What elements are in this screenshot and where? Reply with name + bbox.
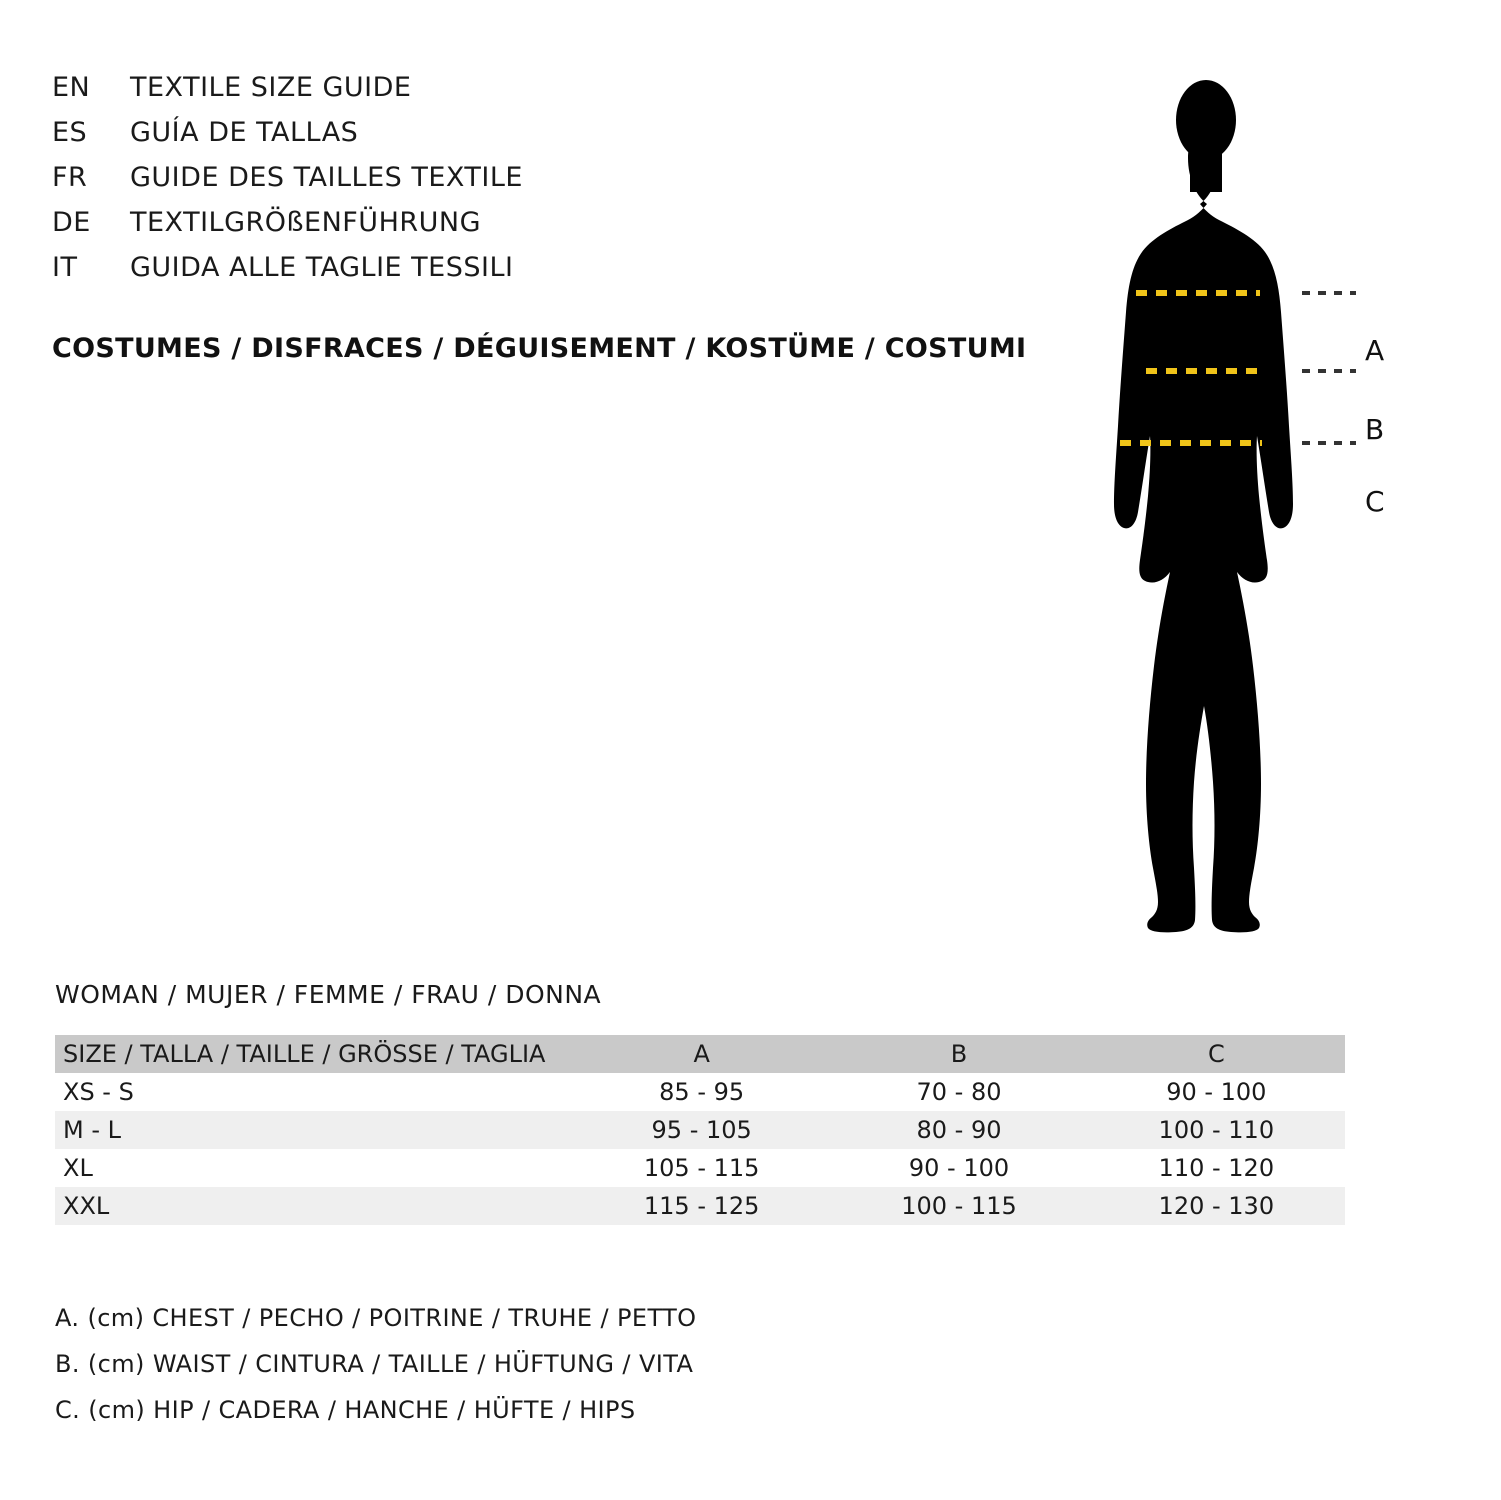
legend [55,1295,696,1433]
language-text: TEXTILE SIZE GUIDE [130,72,412,103]
language-code: FR [52,162,88,193]
language-code: ES [52,117,88,148]
measure-label-b: B [1365,413,1385,446]
table-title: WOMAN / MUJER / FEMME / FRAU / DONNA [55,980,602,1009]
legend-line-b: B. (cm) WAIST / CINTURA / TAILLE / HÜFTUNG / VITA [55,1350,694,1378]
language-text: GUÍA DE TALLAS [130,117,359,148]
cell-b: 80 - 90 [916,1116,1002,1144]
cell-a: 105 - 115 [643,1154,760,1182]
language-code: DE [52,207,91,238]
cell-c: 110 - 120 [1158,1154,1275,1182]
cell-b: 70 - 80 [916,1078,1002,1106]
column-header-c: C [1207,1040,1225,1068]
language-row-de [52,207,1032,252]
cell-a: 115 - 125 [643,1192,760,1220]
cell-size: XXL [63,1192,110,1220]
language-code: EN [52,72,91,103]
female-silhouette-diagram [1020,60,1460,950]
language-text: GUIDA ALLE TAGLIE TESSILI [130,252,514,283]
table-header-row [55,1035,1345,1073]
cell-b: 100 - 115 [901,1192,1017,1220]
column-header-size: SIZE / TALLA / TAILLE / GRÖSSE / TAGLIA [63,1040,546,1068]
table-row [55,1187,1345,1225]
cell-size: XL [63,1154,93,1182]
language-row-es [52,117,1032,162]
cell-c: 120 - 130 [1158,1192,1275,1220]
cell-b: 90 - 100 [908,1154,1010,1182]
silhouette-icon [1020,60,1460,950]
language-row-fr [52,162,1032,207]
cell-size: XS - S [63,1078,134,1106]
table-row [55,1149,1345,1187]
measure-label-c: C [1365,485,1385,518]
cell-a: 95 - 105 [651,1116,752,1144]
cell-size: M - L [63,1116,121,1144]
language-list [52,72,1032,297]
language-code: IT [52,252,78,283]
cell-c: 90 - 100 [1166,1078,1267,1106]
column-header-b: B [950,1040,968,1068]
table-body [55,1073,1345,1225]
language-row-it [52,252,1032,297]
table-row [55,1073,1345,1111]
table-row [55,1111,1345,1149]
cell-a: 85 - 95 [659,1078,745,1106]
measure-label-a: A [1365,334,1385,367]
cell-c: 100 - 110 [1158,1116,1275,1144]
language-text: TEXTILGRÖßENFÜHRUNG [130,207,482,238]
legend-line-c: C. (cm) HIP / CADERA / HANCHE / HÜFTE / HIPS [55,1396,636,1424]
language-row-en [52,72,1032,117]
language-text: GUIDE DES TAILLES TEXTILE [130,162,523,193]
category-line: COSTUMES / DISFRACES / DÉGUISEMENT / KOSTÜME / COSTUMI [52,333,1027,364]
table-head [55,1035,1345,1073]
column-header-a: A [693,1040,710,1068]
legend-line-a: A. (cm) CHEST / PECHO / POITRINE / TRUHE / PETTO [55,1304,697,1332]
size-table [55,1035,1345,1225]
